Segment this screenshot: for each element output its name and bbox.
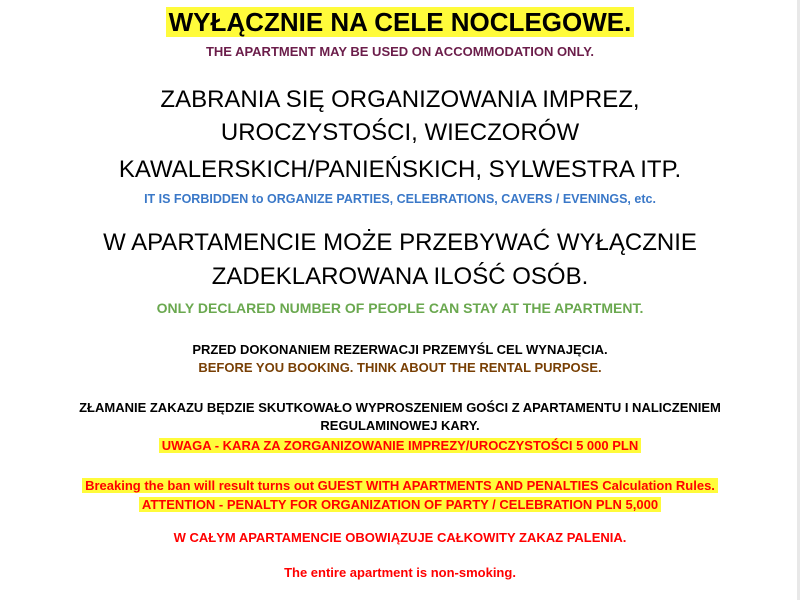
penalty-pl-row (0, 438, 800, 453)
notice-heading-row (0, 4, 800, 40)
penalty-en-row (0, 497, 800, 512)
notice-heading-en: THE APARTMENT MAY BE USED ON ACCOMMODATION ONLY. (205, 44, 595, 59)
booking-notice-en: BEFORE YOU BOOKING. THINK ABOUT THE RENTAL PURPOSE. (198, 360, 602, 375)
notice-heading: WYŁĄCZNIE NA CELE NOCLEGOWE. (166, 7, 635, 37)
party-ban-line-1: ZABRANIA SIĘ ORGANIZOWANIA IMPREZ, (160, 86, 640, 113)
occupancy-line-2: ZADEKLAROWANA ILOŚĆ OSÓB. (211, 263, 589, 290)
booking-notice: PRZED DOKONANIEM REZERWACJI PRZEMYŚL CEL WYNAJĘCIA. (192, 342, 608, 357)
party-ban-en: IT IS FORBIDDEN to ORGANIZE PARTIES, CELEBRATIONS, CAVERS / EVENINGS, etc. (144, 192, 656, 206)
party-ban-line-2: UROCZYSTOŚCI, WIECZORÓW (220, 119, 580, 146)
violation-en: Breaking the ban will result turns out GUEST WITH APARTMENTS AND PENALTIES Calculation Rules. (82, 478, 718, 493)
penalty-pl: UWAGA - KARA ZA ZORGANIZOWANIE IMPREZY/UROCZYSTOŚCI 5 000 PLN (159, 438, 641, 453)
party-ban-line-3: KAWALERSKICH/PANIEŃSKICH, SYLWESTRA ITP. (118, 156, 682, 183)
occupancy-line-1: W APARTAMENCIE MOŻE PRZEBYWAĆ WYŁĄCZNIE (103, 229, 697, 256)
smoking-ban-en: The entire apartment is non-smoking. (284, 565, 516, 580)
violation-en-row (0, 478, 800, 493)
penalty-en: ATTENTION - PENALTY FOR ORGANIZATION OF PARTY / CELEBRATION PLN 5,000 (139, 497, 661, 512)
violation-line-1: ZŁAMANIE ZAKAZU BĘDZIE SKUTKOWAŁO WYPROSZENIEM GOŚCI Z APARTAMENTU I NALICZENIEM (79, 400, 721, 415)
violation-line-2: REGULAMINOWEJ KARY. (320, 418, 480, 433)
smoking-ban-pl: W CAŁYM APARTAMENCIE OBOWIĄZUJE CAŁKOWITY ZAKAZ PALENIA. (173, 530, 627, 545)
occupancy-en: ONLY DECLARED NUMBER OF PEOPLE CAN STAY AT THE APARTMENT. (156, 300, 644, 316)
